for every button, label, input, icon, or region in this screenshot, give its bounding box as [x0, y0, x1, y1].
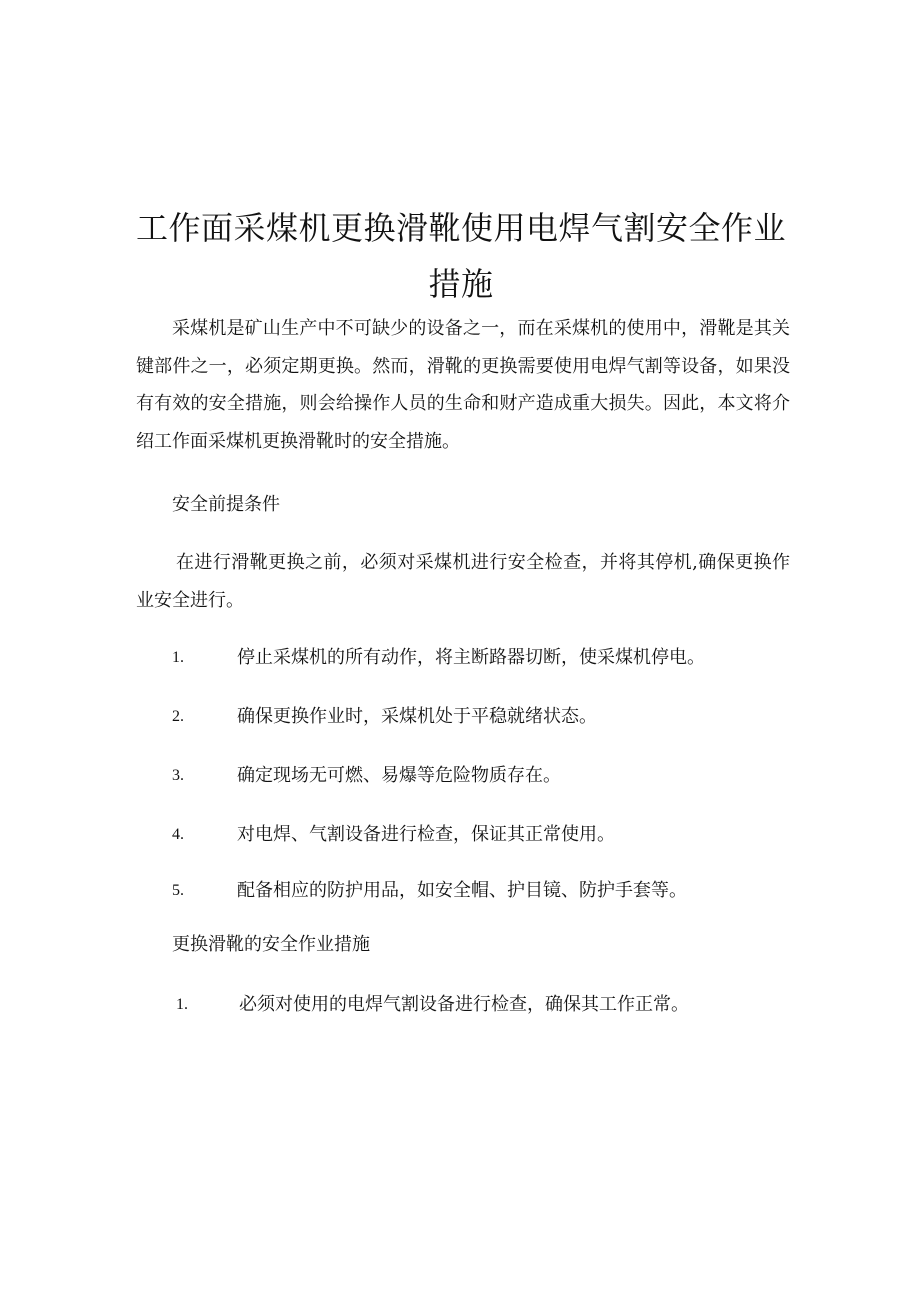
section-heading-replacement-measures: 更换滑靴的安全作业措施: [172, 934, 370, 955]
list-item-text: 停止采煤机的所有动作，将主断路器切断，使采煤机停电。: [237, 647, 705, 668]
section-heading-safety-prerequisites: 安全前提条件: [172, 494, 280, 515]
list-item-number: 5.: [172, 882, 184, 899]
list-item-number: 1.: [172, 649, 184, 666]
intro-paragraph: 采煤机是矿山生产中不可缺少的设备之一，而在采煤机的使用中，滑靴是其关键部件之一，必须定期更换。然而，滑靴的更换需要使用电焊气割等设备，如果没有有效的安全措施，则会给操作人员的生命和财产造成重大损失。因此，本文将介绍工作面采煤机更换滑靴时的安全措施。: [136, 318, 790, 452]
list-item-number: 4.: [172, 826, 184, 843]
list-item-number: 2.: [172, 708, 184, 725]
section1-paragraph: 在进行滑靴更换之前，必须对采煤机进行安全检查，并将其停机,确保更换作业安全进行。: [136, 552, 790, 611]
list-item: [172, 643, 792, 673]
document-title: 工作面采煤机更换滑靴使用电焊气割安全作业措施: [136, 209, 787, 303]
list-item: [172, 702, 792, 732]
list-item-number: 1.: [176, 996, 188, 1013]
list-item-text: 配备相应的防护用品，如安全帽、护目镜、防护手套等。: [237, 880, 687, 901]
list-item-text: 对电焊、气割设备进行检查，保证其正常使用。: [237, 824, 615, 845]
list-item: [172, 820, 792, 850]
list-item-number: 3.: [172, 767, 184, 784]
list-item: [176, 990, 796, 1020]
list-item-text: 确定现场无可燃、易爆等危险物质存在。: [237, 765, 561, 786]
list-item-text: 必须对使用的电焊气割设备进行检查，确保其工作正常。: [239, 994, 689, 1015]
list-item-text: 确保更换作业时，采煤机处于平稳就绪状态。: [237, 706, 597, 727]
list-item: [172, 876, 792, 906]
list-item: [172, 761, 792, 791]
